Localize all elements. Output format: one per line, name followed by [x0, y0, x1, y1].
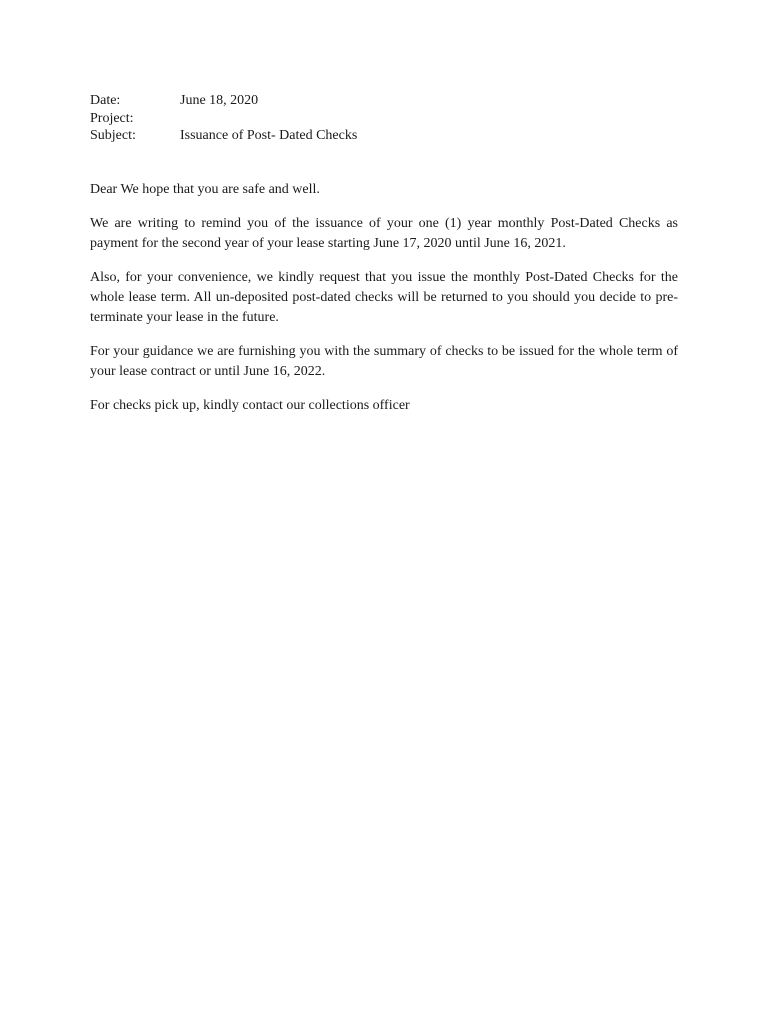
- subject-value: Issuance of Post- Dated Checks: [180, 128, 358, 143]
- date-label: Date:: [90, 93, 121, 108]
- project-label: Project:: [90, 110, 134, 126]
- paragraph-guidance: For your guidance we are furnishing you with the summary of checks to be issued for the whole term of your lease contract or until June 16, 2022.: [90, 343, 678, 379]
- date-row: [90, 92, 678, 110]
- paragraph-pickup: For checks pick up, kindly contact our collections officer: [90, 397, 410, 413]
- subject-row: [90, 127, 678, 145]
- paragraph-reminder: We are writing to remind you of the issuance of your one (1) year monthly Post-Dated Checks as payment for the second year of your lease starting June 17, 2020 until June 16, 2021.: [90, 215, 678, 251]
- project-row: [90, 110, 678, 128]
- project-value: [180, 110, 678, 128]
- date-value: June 18, 2020: [180, 93, 259, 108]
- letter-body: [90, 92, 678, 430]
- paragraph-request: Also, for your convenience, we kindly request that you issue the monthly Post-Dated Checks for the whole lease term. All un-deposited post-dated checks will be returned to you should you decide to pre-terminate your lease in the future.: [90, 269, 678, 325]
- greeting: Dear We hope that you are safe and well.: [90, 181, 320, 197]
- subject-label: Subject:: [90, 128, 136, 143]
